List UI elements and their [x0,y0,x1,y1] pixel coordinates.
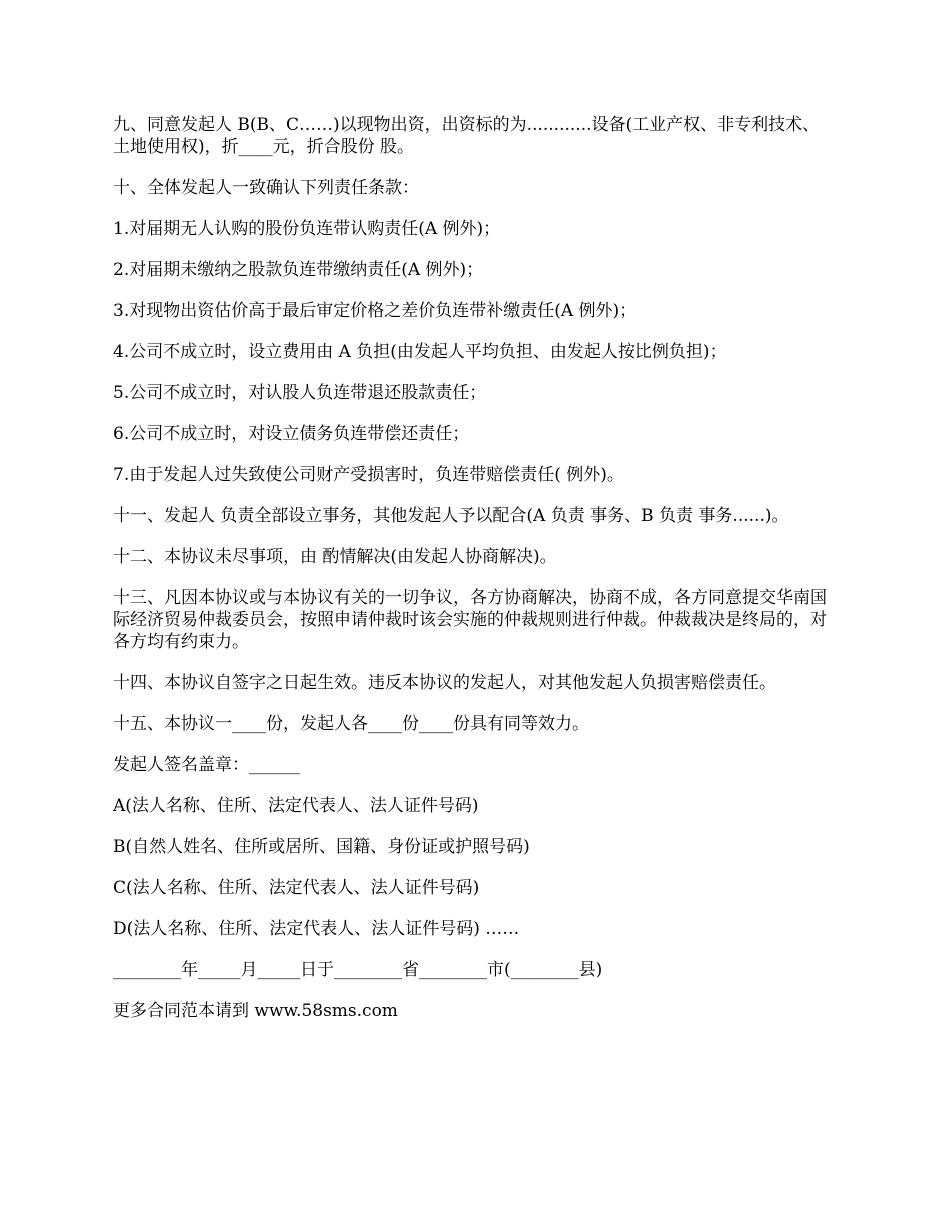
clause-11: 十一、发起人 负责全部设立事务，其他发起人予以配合(A 负责 事务、B 负责 事务......)。 [113,506,789,526]
signatory-b: B(自然人姓名、住所或居所、国籍、身份证或护照号码) [113,837,530,857]
signatory-c: C(法人名称、住所、法定代表人、法人证件号码) [113,878,480,898]
clause-10-item-7: 7.由于发起人过失致使公司财产受损害时，负连带赔偿责任( 例外)。 [113,465,624,485]
clause-12: 十二、本协议未尽事项，由 酌情解决(由发起人协商解决)。 [113,547,557,567]
clause-14: 十四、本协议自签字之日起生效。违反本协议的发起人，对其他发起人负损害赔偿责任。 [113,673,776,693]
clause-10-item-1: 1.对届期无人认购的股份负连带认购责任(A 例外)； [113,219,501,239]
clause-10-item-3: 3.对现物出资估价高于最后审定价格之差价负连带补缴责任(A 例外)； [113,301,637,321]
signatory-d: D(法人名称、住所、法定代表人、法人证件号码) …… [113,919,520,939]
clause-15: 十五、本协议一____份，发起人各____份____份具有同等效力。 [113,714,589,734]
date-place-line: ________年_____月_____日于________省________市(________县) [113,960,603,980]
clause-10-item-4: 4.公司不成立时，设立费用由 A 负担(由发起人平均负担、由发起人按比例负担)； [113,342,727,362]
clause-10-item-6: 6.公司不成立时，对设立债务负连带偿还责任； [113,424,470,444]
clause-10-item-5: 5.公司不成立时，对认股人负连带退还股款责任； [113,383,487,403]
signatory-a: A(法人名称、住所、法定代表人、法人证件号码) [113,796,479,816]
clause-10-item-2: 2.对届期未缴纳之股款负连带缴纳责任(A 例外)； [113,260,484,280]
clause-13: 十三、凡因本协议或与本协议有关的一切争议，各方协商解决，协商不成，各方同意提交华南国际经济贸易仲裁委员会，按照申请仲裁时该会实施的仲裁规则进行仲裁。仲裁裁决是终局的，对各方均有约束力。 [113,588,827,652]
footer-note: 更多合同范本请到 www.58sms.com [113,1001,398,1021]
clause-9: 九、同意发起人 B(B、C……)以现物出资，出资标的为............设备(工业产权、非专利技术、土地使用权)，折____元，折合股份 股。 [113,115,820,157]
clause-10: 十、全体发起人一致确认下列责任条款： [113,178,419,198]
signature-line: 发起人签名盖章：______ [113,755,300,775]
document-page [113,114,835,1022]
